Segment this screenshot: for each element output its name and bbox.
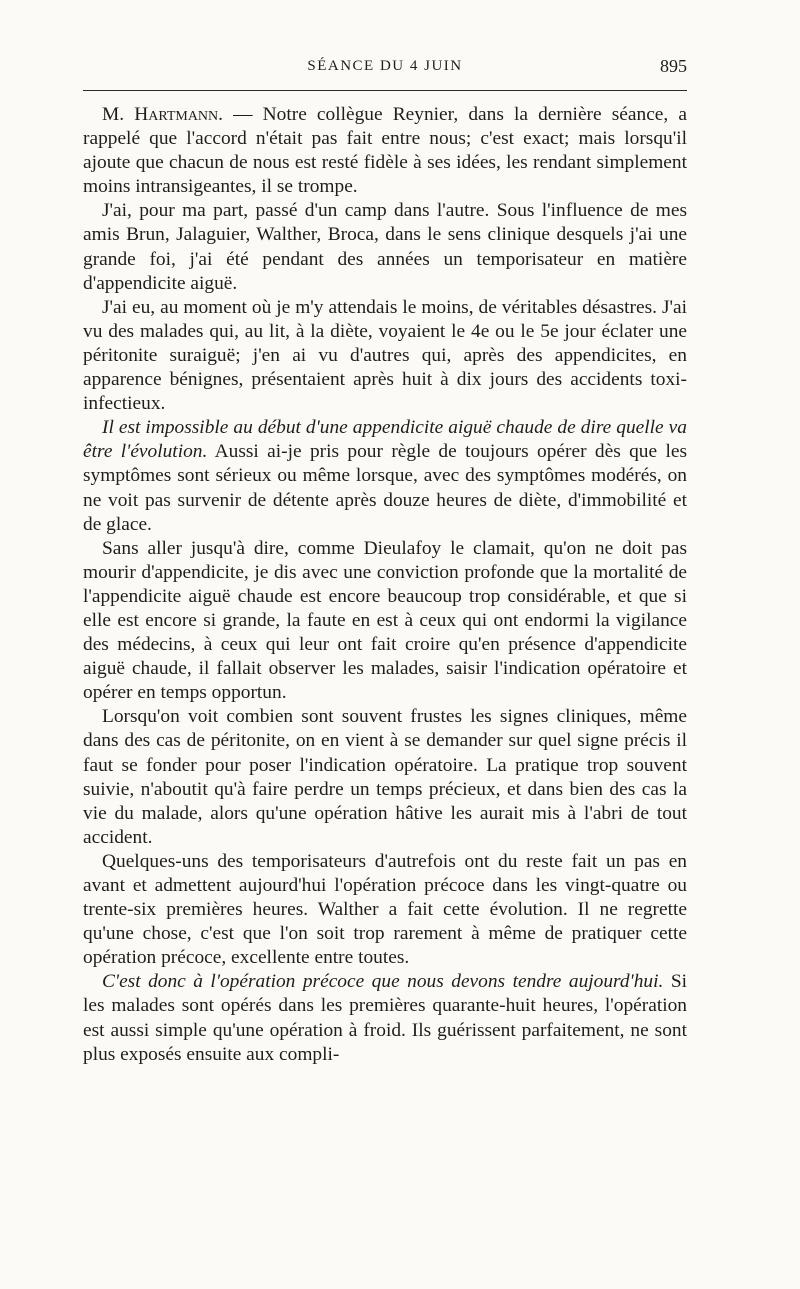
paragraph-text: Quelques-uns des temporisateurs d'autrefois ont du reste fait un pas en avant et admettent aujourd'hui l'opération précoce dans les vingt-quatre ou trente-six premières heures. Walther a fait cette évolution. Il ne regrette qu'une chose, c'est que l'on soit trop rarement à même de pratiquer cette opération précoce, excellente entre toutes.	[83, 850, 687, 969]
paragraph-text: — Notre collègue Reynier, dans la dernière séance, a rappelé que l'accord n'était pas fait entre nous; c'est exact; mais lorsqu'il ajoute que chacun de nous est resté fidèle à ses idées, les rendant simplement moins intransigeantes, il se trompe.	[83, 104, 687, 198]
speaker-name: M. Hartmann.	[102, 104, 224, 125]
paragraph-7	[83, 850, 687, 970]
paragraph-6	[83, 705, 687, 850]
article-body	[83, 103, 687, 1067]
paragraph-2	[83, 199, 687, 295]
paragraph-text: Sans aller jusqu'à dire, comme Dieulafoy le clamait, qu'on ne doit pas mourir d'appendicite, je dis avec une conviction profonde que la mortalité de l'appendicite aiguë chaude est encore beaucoup trop considérable, et que si elle est encore si grande, la faute en est à ceux qui ont endormi la vigilance des médecins, à ceux qui leur ont fait croire qu'en présence d'appendicite aiguë chaude, il fallait observer les malades, saisir l'indication opératoire et opérer en temps opportun.	[83, 537, 687, 704]
paragraph-4	[83, 416, 687, 536]
book-page	[83, 52, 687, 1067]
page-number: 895	[660, 56, 687, 76]
paragraph-8	[83, 970, 687, 1066]
paragraph-1	[83, 103, 687, 199]
italic-emphasis: Il est impossible au début d'une appendicite aiguë chaude de dire quelle va être l'évolution.	[83, 417, 687, 463]
paragraph-text: Aussi ai-je pris pour règle de toujours opérer dès que les symptômes sont sérieux ou même lorsque, avec des symptômes modérés, on ne voit pas survenir de détente après douze heures de diète, d'immobilité et de glace.	[83, 441, 687, 535]
paragraph-text: Lorsqu'on voit combien sont souvent frustes les signes cliniques, même dans des cas de péritonite, on en vient à se demander sur quel signe précis il faut se fonder pour poser l'indication opératoire. La pratique trop souvent suivie, n'aboutit qu'à faire perdre un temps précieux, et dans bien des cas la vie du malade, alors qu'une opération hâtive les aurait mis à l'abri de tout accident.	[83, 706, 687, 848]
paragraph-3	[83, 296, 687, 416]
paragraph-5	[83, 537, 687, 706]
header-rule	[83, 90, 687, 91]
paragraph-text: J'ai, pour ma part, passé d'un camp dans l'autre. Sous l'influence de mes amis Brun, Jalaguier, Walther, Broca, dans le sens clinique desquels j'ai une grande foi, j'ai été pendant des années un temporisateur en matière d'appendicite aiguë.	[83, 200, 687, 294]
paragraph-text: Si les malades sont opérés dans les premières quarante-huit heures, l'opération est aussi simple qu'une opération à froid. Ils guérissent parfaitement, ne sont plus exposés ensuite aux compli-	[83, 971, 687, 1065]
italic-emphasis: C'est donc à l'opération précoce que nous devons tendre aujourd'hui.	[102, 971, 664, 993]
running-header	[83, 52, 687, 82]
running-title: SÉANCE DU 4 JUIN	[307, 58, 463, 74]
paragraph-text: J'ai eu, au moment où je m'y attendais le moins, de véritables désastres. J'ai vu des malades qui, au lit, à la diète, voyaient le 4e ou le 5e jour éclater une péritonite suraiguë; j'en ai vu d'autres qui, après des appendicites, en apparence bénignes, présentaient après huit à dix jours des accidents toxi-infectieux.	[83, 296, 687, 415]
